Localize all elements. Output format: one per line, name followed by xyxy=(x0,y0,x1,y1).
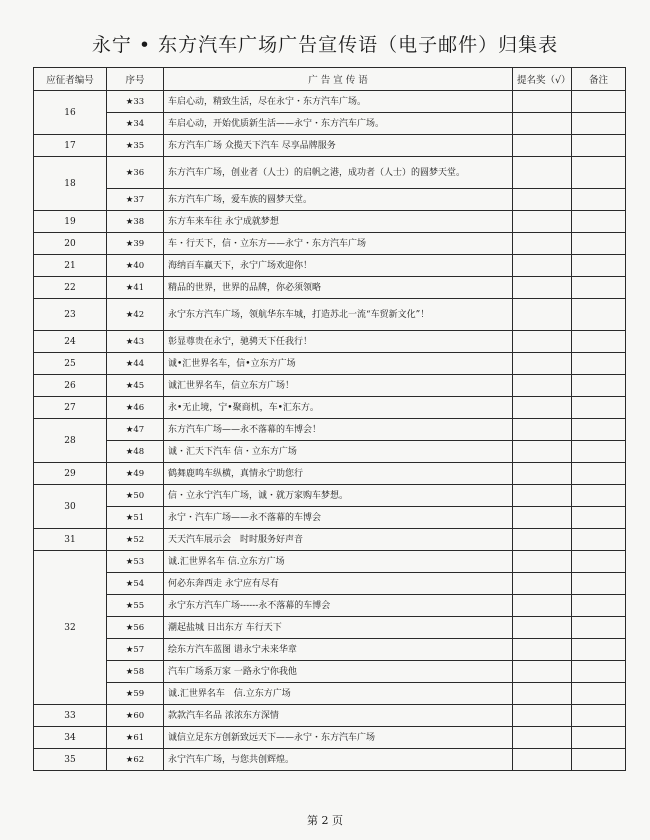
nominated-cell xyxy=(513,529,572,551)
slogan-cell: 诚・汇天下汽车 信・立东方广场 xyxy=(164,441,513,463)
contributor-id-cell: 25 xyxy=(34,353,107,375)
nominated-cell xyxy=(513,463,572,485)
contributor-id-cell: 35 xyxy=(34,749,107,771)
nominated-cell xyxy=(513,375,572,397)
nominated-cell xyxy=(513,661,572,683)
nominated-cell xyxy=(513,507,572,529)
remarks-cell xyxy=(572,353,626,375)
table-body xyxy=(34,91,626,771)
nominated-cell xyxy=(513,255,572,277)
slogan-cell: 诚信立足东方创新致远天下——永宁・东方汽车广场 xyxy=(164,727,513,749)
nominated-cell xyxy=(513,441,572,463)
contributor-id-cell: 21 xyxy=(34,255,107,277)
contributor-id-cell: 28 xyxy=(34,419,107,463)
table-row xyxy=(34,529,626,551)
table-row xyxy=(34,91,626,113)
seq-cell: ★58 xyxy=(107,661,164,683)
table-row xyxy=(34,397,626,419)
slogan-cell: 车启心动，精致生活，尽在永宁・东方汽车广场。 xyxy=(164,91,513,113)
nominated-cell xyxy=(513,705,572,727)
table-row xyxy=(34,683,626,705)
nominated-cell xyxy=(513,157,572,189)
table-row xyxy=(34,353,626,375)
slogan-cell: 鹤舞鹿鸣车纵横，真情永宁助您行 xyxy=(164,463,513,485)
header-contributor-id: 应征者编号 xyxy=(34,68,107,91)
slogan-cell: 诚汇世界名车，信立东方广场！ xyxy=(164,375,513,397)
table-row xyxy=(34,233,626,255)
seq-cell: ★42 xyxy=(107,299,164,331)
remarks-cell xyxy=(572,91,626,113)
seq-cell: ★60 xyxy=(107,705,164,727)
slogan-cell: 东方汽车广场，创业者（人士）的启帆之港，成功者（人士）的圆梦天堂。 xyxy=(164,157,513,189)
remarks-cell xyxy=(572,419,626,441)
seq-cell: ★33 xyxy=(107,91,164,113)
seq-cell: ★38 xyxy=(107,211,164,233)
remarks-cell xyxy=(572,683,626,705)
table-row xyxy=(34,661,626,683)
nominated-cell xyxy=(513,595,572,617)
remarks-cell xyxy=(572,705,626,727)
remarks-cell xyxy=(572,255,626,277)
table-row xyxy=(34,189,626,211)
slogan-cell: 诚.汇世界名车 信.立东方广场 xyxy=(164,551,513,573)
table-row xyxy=(34,375,626,397)
contributor-id-cell: 30 xyxy=(34,485,107,529)
nominated-cell xyxy=(513,135,572,157)
contributor-id-cell: 18 xyxy=(34,157,107,211)
slogan-cell: 永宁东方汽车广场------永不落幕的车博会 xyxy=(164,595,513,617)
seq-cell: ★45 xyxy=(107,375,164,397)
table-row xyxy=(34,331,626,353)
contributor-id-cell: 22 xyxy=(34,277,107,299)
table-row xyxy=(34,157,626,189)
nominated-cell xyxy=(513,573,572,595)
seq-cell: ★56 xyxy=(107,617,164,639)
seq-cell: ★40 xyxy=(107,255,164,277)
seq-cell: ★44 xyxy=(107,353,164,375)
table-row xyxy=(34,441,626,463)
remarks-cell xyxy=(572,113,626,135)
seq-cell: ★41 xyxy=(107,277,164,299)
remarks-cell xyxy=(572,135,626,157)
slogan-cell: 彰显尊贵在永宁，驰骋天下任我行！ xyxy=(164,331,513,353)
remarks-cell xyxy=(572,595,626,617)
table-row xyxy=(34,595,626,617)
slogan-cell: 诚.汇世界名车 信.立东方广场 xyxy=(164,683,513,705)
slogan-cell: 绘东方汽车蓝图 谱永宁未来华章 xyxy=(164,639,513,661)
table-row xyxy=(34,485,626,507)
slogan-cell: 信・立永宁汽车广场，诚・就万家购车梦想。 xyxy=(164,485,513,507)
remarks-cell xyxy=(572,441,626,463)
seq-cell: ★36 xyxy=(107,157,164,189)
seq-cell: ★35 xyxy=(107,135,164,157)
nominated-cell xyxy=(513,551,572,573)
remarks-cell xyxy=(572,233,626,255)
contributor-id-cell: 29 xyxy=(34,463,107,485)
nominated-cell xyxy=(513,683,572,705)
remarks-cell xyxy=(572,573,626,595)
header-seq: 序号 xyxy=(107,68,164,91)
table-row xyxy=(34,277,626,299)
remarks-cell xyxy=(572,749,626,771)
seq-cell: ★51 xyxy=(107,507,164,529)
slogan-cell: 款款汽车名品 浓浓东方深情 xyxy=(164,705,513,727)
nominated-cell xyxy=(513,233,572,255)
contributor-id-cell: 20 xyxy=(34,233,107,255)
nominated-cell xyxy=(513,419,572,441)
nominated-cell xyxy=(513,617,572,639)
remarks-cell xyxy=(572,551,626,573)
seq-cell: ★57 xyxy=(107,639,164,661)
nominated-cell xyxy=(513,485,572,507)
remarks-cell xyxy=(572,211,626,233)
page-number: 第 2 页 xyxy=(307,814,343,827)
nominated-cell xyxy=(513,277,572,299)
contributor-id-cell: 19 xyxy=(34,211,107,233)
remarks-cell xyxy=(572,331,626,353)
slogan-cell: 东方车来车往 永宁成就梦想 xyxy=(164,211,513,233)
seq-cell: ★49 xyxy=(107,463,164,485)
slogan-cell: 车・行天下，信・立东方——永宁・东方汽车广场 xyxy=(164,233,513,255)
slogan-cell: 汽车广场系万家 一路永宁你我他 xyxy=(164,661,513,683)
seq-cell: ★50 xyxy=(107,485,164,507)
slogan-cell: 何必东奔西走 永宁应有尽有 xyxy=(164,573,513,595)
header-slogan: 广 告 宣 传 语 xyxy=(164,68,513,91)
contributor-id-cell: 24 xyxy=(34,331,107,353)
slogan-cell: 天天汽车展示会 时时服务好声音 xyxy=(164,529,513,551)
seq-cell: ★48 xyxy=(107,441,164,463)
slogan-cell: 诚•汇世界名车，信•立东方广场 xyxy=(164,353,513,375)
slogan-cell: 永•无止境，宁•聚商机，车•汇东方。 xyxy=(164,397,513,419)
remarks-cell xyxy=(572,375,626,397)
remarks-cell xyxy=(572,617,626,639)
remarks-cell xyxy=(572,727,626,749)
remarks-cell xyxy=(572,485,626,507)
slogan-cell: 精品的世界，世界的品牌，你必须领略 xyxy=(164,277,513,299)
remarks-cell xyxy=(572,277,626,299)
table-row xyxy=(34,113,626,135)
table-row xyxy=(34,211,626,233)
table-row xyxy=(34,749,626,771)
table-header-row xyxy=(34,68,626,91)
seq-cell: ★62 xyxy=(107,749,164,771)
nominated-cell xyxy=(513,331,572,353)
table-row xyxy=(34,705,626,727)
table-row xyxy=(34,463,626,485)
remarks-cell xyxy=(572,639,626,661)
remarks-cell xyxy=(572,463,626,485)
remarks-cell xyxy=(572,397,626,419)
remarks-cell xyxy=(572,299,626,331)
page-title: 永宁 • 东方汽车广场广告宣传语（电子邮件）归集表 xyxy=(91,34,559,56)
table-row xyxy=(34,419,626,441)
nominated-cell xyxy=(513,639,572,661)
nominated-cell xyxy=(513,91,572,113)
table-row xyxy=(34,639,626,661)
table-row xyxy=(34,507,626,529)
table-row xyxy=(34,299,626,331)
header-remarks: 备注 xyxy=(572,68,626,91)
seq-cell: ★61 xyxy=(107,727,164,749)
slogan-cell: 东方汽车广场，爱车族的圆梦天堂。 xyxy=(164,189,513,211)
table-row xyxy=(34,727,626,749)
remarks-cell xyxy=(572,507,626,529)
slogan-cell: 东方汽车广场——永不落幕的车博会！ xyxy=(164,419,513,441)
seq-cell: ★53 xyxy=(107,551,164,573)
contributor-id-cell: 33 xyxy=(34,705,107,727)
contributor-id-cell: 16 xyxy=(34,91,107,135)
nominated-cell xyxy=(513,299,572,331)
nominated-cell xyxy=(513,113,572,135)
contributor-id-cell: 34 xyxy=(34,727,107,749)
slogan-cell: 车启心动，开始优质新生活——永宁・东方汽车广场。 xyxy=(164,113,513,135)
nominated-cell xyxy=(513,353,572,375)
remarks-cell xyxy=(572,661,626,683)
nominated-cell xyxy=(513,189,572,211)
slogan-cell: 永宁・汽车广场——永不落幕的车博会 xyxy=(164,507,513,529)
seq-cell: ★43 xyxy=(107,331,164,353)
seq-cell: ★54 xyxy=(107,573,164,595)
table-row xyxy=(34,551,626,573)
nominated-cell xyxy=(513,749,572,771)
seq-cell: ★46 xyxy=(107,397,164,419)
nominated-cell xyxy=(513,727,572,749)
slogan-cell: 潮起盐城 日出东方 车行天下 xyxy=(164,617,513,639)
seq-cell: ★59 xyxy=(107,683,164,705)
table-row xyxy=(34,617,626,639)
seq-cell: ★52 xyxy=(107,529,164,551)
seq-cell: ★47 xyxy=(107,419,164,441)
table-row xyxy=(34,255,626,277)
contributor-id-cell: 26 xyxy=(34,375,107,397)
contributor-id-cell: 31 xyxy=(34,529,107,551)
header-nominated: 提名奖（√） xyxy=(513,68,572,91)
remarks-cell xyxy=(572,189,626,211)
seq-cell: ★34 xyxy=(107,113,164,135)
slogan-cell: 永宁汽车广场，与您共创辉煌。 xyxy=(164,749,513,771)
contributor-id-cell: 23 xyxy=(34,299,107,331)
slogan-cell: 海纳百车赢天下，永宁广场欢迎你！ xyxy=(164,255,513,277)
contributor-id-cell: 27 xyxy=(34,397,107,419)
remarks-cell xyxy=(572,157,626,189)
table-row xyxy=(34,573,626,595)
seq-cell: ★55 xyxy=(107,595,164,617)
nominated-cell xyxy=(513,211,572,233)
contributor-id-cell: 17 xyxy=(34,135,107,157)
nominated-cell xyxy=(513,397,572,419)
contributor-id-cell: 32 xyxy=(34,551,107,705)
table-row xyxy=(34,135,626,157)
seq-cell: ★37 xyxy=(107,189,164,211)
seq-cell: ★39 xyxy=(107,233,164,255)
remarks-cell xyxy=(572,529,626,551)
slogan-cell: 永宁东方汽车广场，领航华东车城，打造苏北一流“车贸新文化”！ xyxy=(164,299,513,331)
slogan-table xyxy=(33,67,626,771)
slogan-cell: 东方汽车广场 众揽天下汽车 尽享品牌服务 xyxy=(164,135,513,157)
